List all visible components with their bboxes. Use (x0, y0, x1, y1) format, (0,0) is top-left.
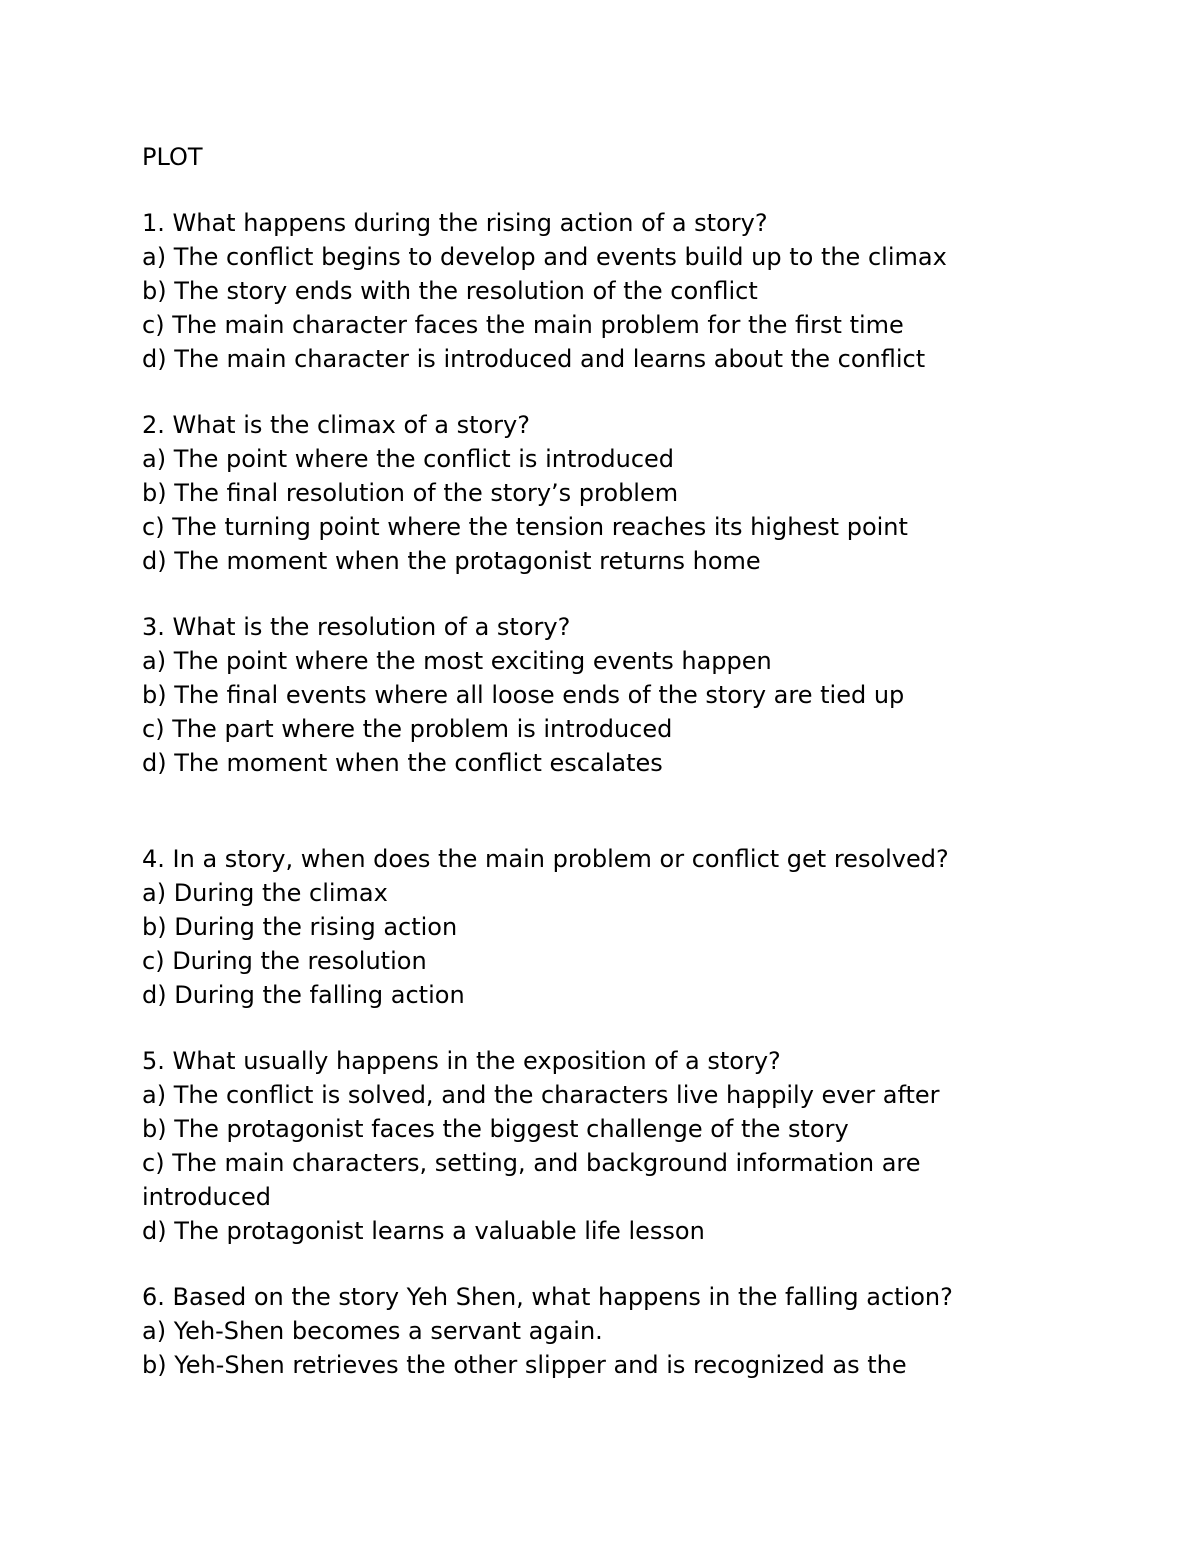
question-prompt: 1. What happens during the rising action of a story? (142, 209, 768, 237)
answer-option: a) The conflict is solved, and the characters live happily ever after (142, 1081, 940, 1109)
answer-option: c) During the resolution (142, 947, 427, 975)
question-4 (142, 842, 1042, 1012)
answer-option: d) The main character is introduced and learns about the conflict (142, 345, 926, 373)
question-prompt: 5. What usually happens in the exposition of a story? (142, 1047, 781, 1075)
question-3 (142, 610, 1042, 780)
question-5 (142, 1044, 1042, 1248)
document-title: PLOT (142, 143, 203, 171)
question-prompt: 6. Based on the story Yeh Shen, what happens in the falling action? (142, 1283, 953, 1311)
answer-option: a) The point where the conflict is introduced (142, 445, 675, 473)
answer-option: a) During the climax (142, 879, 388, 907)
document-page (142, 140, 1042, 1382)
answer-option: d) During the falling action (142, 981, 465, 1009)
question-2 (142, 408, 1042, 578)
answer-option: d) The moment when the protagonist returns home (142, 547, 761, 575)
answer-option: b) The protagonist faces the biggest challenge of the story (142, 1115, 849, 1143)
answer-option: b) The story ends with the resolution of the conflict (142, 277, 758, 305)
answer-option: b) Yeh-Shen retrieves the other slipper and is recognized as the (142, 1351, 907, 1379)
question-6 (142, 1280, 1042, 1382)
answer-option: a) Yeh-Shen becomes a servant again. (142, 1317, 603, 1345)
answer-option: d) The protagonist learns a valuable life lesson (142, 1217, 705, 1245)
answer-option: c) The main characters, setting, and background information are introduced (142, 1149, 929, 1211)
answer-option: b) During the rising action (142, 913, 458, 941)
answer-option: a) The conflict begins to develop and events build up to the climax (142, 243, 947, 271)
answer-option: d) The moment when the conflict escalates (142, 749, 663, 777)
question-prompt: 3. What is the resolution of a story? (142, 613, 571, 641)
question-prompt: 2. What is the climax of a story? (142, 411, 530, 439)
answer-option: a) The point where the most exciting events happen (142, 647, 772, 675)
answer-option: c) The part where the problem is introduced (142, 715, 673, 743)
answer-option: b) The final events where all loose ends of the story are tied up (142, 681, 905, 709)
question-1 (142, 206, 1042, 376)
answer-option: b) The final resolution of the story’s problem (142, 479, 679, 507)
answer-option: c) The main character faces the main problem for the first time (142, 311, 904, 339)
question-prompt: 4. In a story, when does the main problem or conflict get resolved? (142, 845, 949, 873)
answer-option: c) The turning point where the tension reaches its highest point (142, 513, 908, 541)
